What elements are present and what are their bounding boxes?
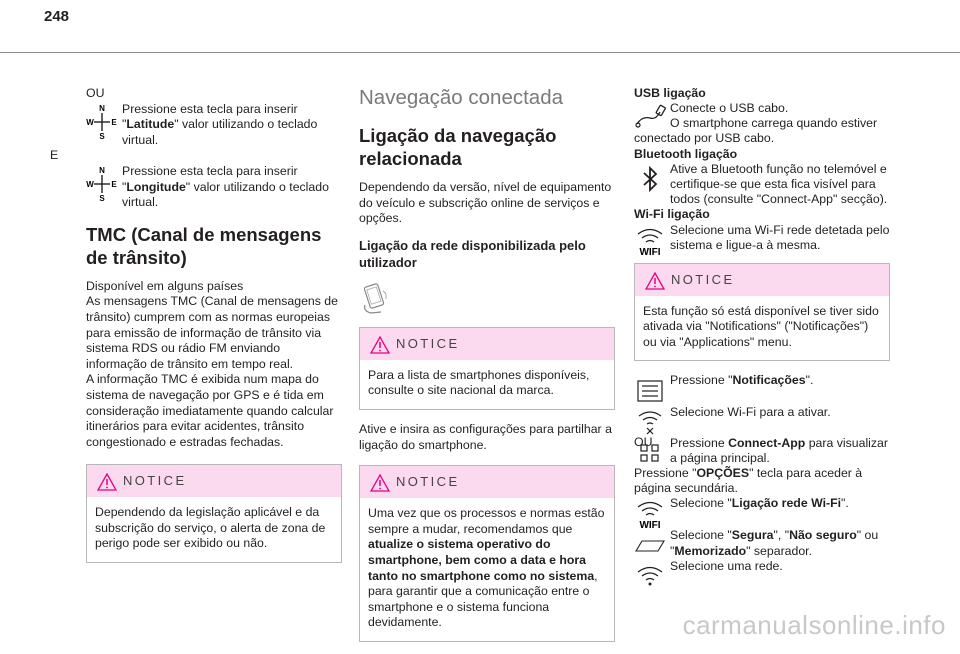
section-title: Navegação conectada (359, 86, 564, 109)
svg-text:N: N (99, 165, 105, 175)
connect-app-instruction: Pressione Connect-App para visualizar a página principal. (634, 436, 890, 466)
column-1 (50, 86, 342, 575)
user-network-heading: Ligação da rede disponibilizada pelo utilizador (359, 237, 586, 270)
bluetooth-instruction: Ative a Bluetooth função no telemóvel e certifique-se que esta fica visível para todos (consulte "Connect-App" secção). (634, 162, 890, 208)
longitude-instruction: N W E S Pressione esta tecla para inserir "Longitude" valor utilizando o teclado virtual. (86, 163, 329, 210)
wifi-off-icon (634, 406, 666, 438)
svg-text:S: S (99, 193, 105, 203)
tmc-title: TMC (Canal de mensagens de trânsito) (86, 223, 322, 268)
notice-title: NOTICE (396, 335, 460, 351)
latitude-instruction: N W E S Pressione esta tecla para inserir "Latitude" valor utilizando o teclado virtual. (86, 101, 318, 147)
intro-text: Dependendo da versão, nível de equipamento do veículo e subscrição online de serviços e opções. (359, 180, 612, 226)
select-network-instruction: Selecione uma rede. (634, 559, 890, 593)
column-3 (634, 86, 890, 593)
wifi-heading: Wi-Fi ligação (634, 207, 710, 222)
watermark: carmanualsonline.info (682, 610, 946, 640)
latitude-compass-icon (86, 102, 118, 144)
notice-text: Esta função só está disponível se tiver sido ativada via "Notifications" ("Notificações") ou via "Applications" menu. (643, 303, 879, 349)
svg-text:E: E (111, 179, 117, 189)
wifi-signal-icon (634, 560, 666, 592)
usb-text-2: O smartphone carrega quando estiver conectado por USB cabo. (634, 116, 878, 146)
warning-triangle-icon (370, 474, 390, 492)
ou-label: OU (634, 435, 653, 450)
notice-box-danger-zone (86, 464, 342, 563)
notice-text: Para a lista de smartphones disponíveis, consulte o site nacional da marca. (368, 367, 590, 398)
svg-text:WIFI: WIFI (639, 520, 661, 530)
secure-tab-instruction: Selecione "Segura", "Não seguro" ou "Memorizado" separador. (634, 528, 890, 558)
svg-text:WIFI: WIFI (639, 246, 661, 256)
e-label: E (50, 148, 59, 163)
activate-text: Ative e insira as configurações para partilhar a ligação do smartphone. (359, 421, 612, 452)
notice-box-smartphones (359, 327, 615, 410)
notice-text: Dependendo da legislação aplicável e da subscrição do serviço, o alerta de zona de perigo pode ser exibido ou não. (95, 505, 326, 551)
notice-header (87, 465, 341, 497)
svg-text:W: W (86, 179, 94, 189)
notice-title: NOTICE (123, 473, 187, 489)
notice-text: Uma vez que os processos e normas estão sempre a mudar, recomendamos que atualize o sistema operativo do smartphone, bem como a data e hora tanto no smartphone como no sistema, para garantir que a comunicação entre o smartphone e o sistema funciona devidamente. (368, 506, 605, 630)
notice-box-update (359, 465, 615, 642)
tmc-line-2: As mensagens TMC (Canal de mensagens de trânsito) cumprem com as normas europeias para emissão de informação de trânsito via sistema RDS ou rádio FM enviando informação de trânsito em tempo real. (86, 294, 338, 371)
notice-title: NOTICE (396, 474, 460, 490)
warning-triangle-icon (97, 473, 117, 491)
usb-instruction: Conecte o USB cabo. (634, 101, 890, 131)
tmc-line-3: A informação TMC é exibida num mapa do sistema de navegação por GPS e é tida em consideração imediatamente quando calcular itinerários para evitar acidentes, trânsito congestionado e estradas fechadas. (86, 372, 334, 449)
options-text: Pressione "OPÇÕES" tecla para aceder à página secundária. (634, 466, 863, 496)
subtitle: Ligação da navegação relacionada (359, 125, 557, 169)
notice-header (360, 328, 614, 360)
notifications-list-icon (634, 374, 666, 406)
usb-cable-icon (634, 102, 666, 134)
svg-text:E: E (111, 117, 117, 127)
svg-text:S: S (99, 131, 105, 141)
page-number: 248 (44, 8, 70, 25)
notice-title: NOTICE (671, 271, 735, 287)
usb-heading: USB ligação (634, 86, 706, 100)
bluetooth-icon (634, 163, 666, 195)
ou-label: OU (86, 86, 105, 100)
header-divider (0, 52, 960, 53)
tmc-line-1: Disponível em alguns países (86, 278, 244, 293)
wifi-icon (634, 224, 666, 256)
wifi-network-icon (634, 497, 666, 529)
notice-box-notifications (634, 263, 890, 362)
svg-text:W: W (86, 117, 94, 127)
smartphone-sharing-icon (359, 281, 393, 315)
tab-separator-icon (634, 529, 666, 561)
wifi-instruction: WIFI Selecione uma Wi-Fi rede detetada pelo sistema e ligue-a à mesma. (634, 223, 890, 257)
warning-triangle-icon (645, 272, 665, 290)
bluetooth-heading: Bluetooth ligação (634, 146, 738, 161)
connect-app-grid-icon (634, 437, 666, 469)
wifi-activate-instruction: Selecione Wi-Fi para a ativar. (634, 405, 890, 435)
longitude-compass-icon (86, 164, 118, 206)
svg-text:N: N (99, 103, 105, 113)
column-2 (359, 86, 615, 654)
wifi-network-instruction: WIFI Selecione "Ligação rede Wi-Fi". (634, 496, 890, 528)
notifications-instruction: Pressione "Notificações". (634, 373, 890, 405)
warning-triangle-icon (370, 336, 390, 354)
notice-header (360, 466, 614, 498)
notice-header (635, 264, 889, 296)
